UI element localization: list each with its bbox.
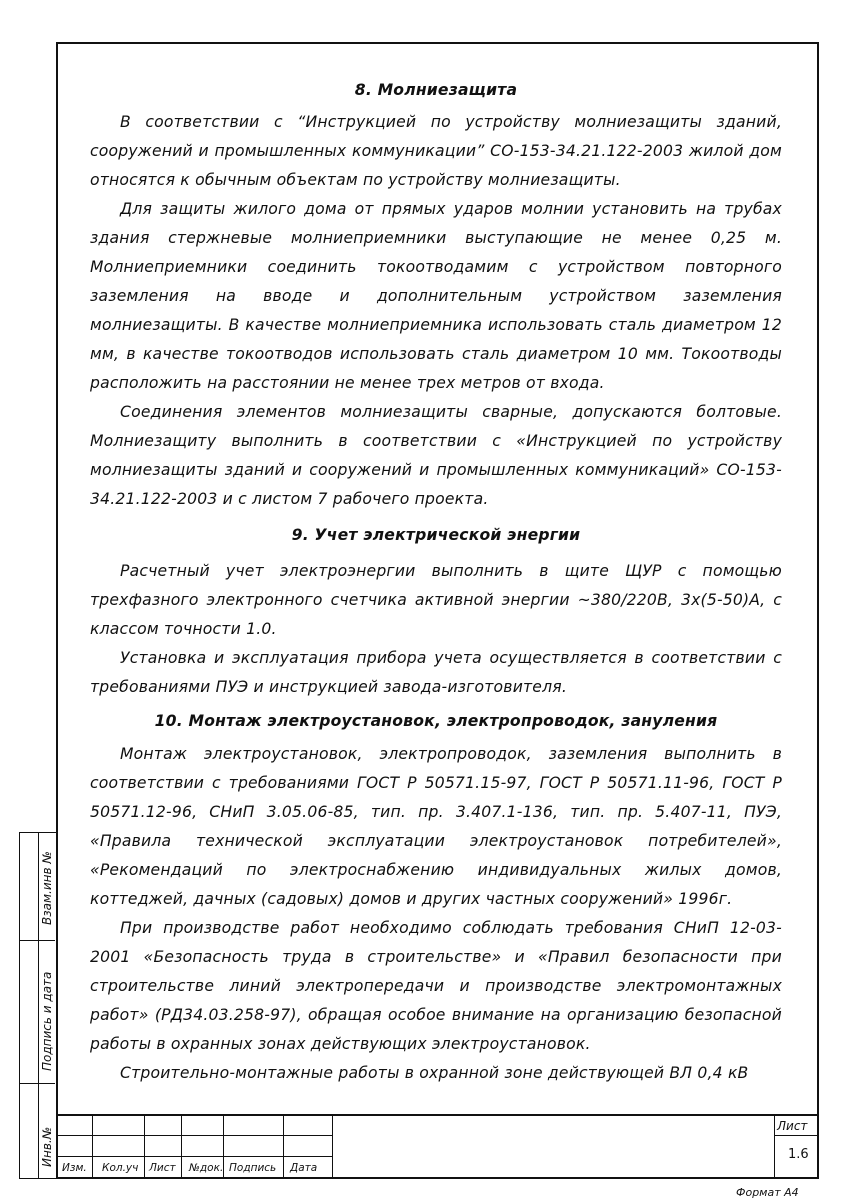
paragraph: Расчетный учет электроэнергии выполнить в щите ЩУР с помощью трехфазного электронного счетчика активной энергии ~380/220В, 3х(5-50)А, с классом точности 1.0. (90, 562, 782, 638)
header-doc-number: №док. (189, 1162, 224, 1174)
header-date: Дата (290, 1162, 318, 1174)
sheet-label: Лист (777, 1119, 808, 1133)
paragraph: Соединения элементов молниезащиты сварные, допускаются болтовые. Молниезащиту выполнить в соответствии с «Инструкцией по устройству молниезащиты зданий и сооружений и промышленных коммуникаций» СО-153-34.21.122-2003 и с листом 7 рабочего проекта. (90, 403, 782, 508)
section-title-metering: 9. Учет электрической энергии (291, 526, 581, 544)
paragraph: Строительно-монтажные работы в охранной зоне действующей ВЛ 0,4 кВ (120, 1064, 749, 1082)
paragraph: При производстве работ необходимо соблюдать требования СНиП 12-03-2001 «Безопасность труда в строительстве» и «Правил безопасности при строительстве линий электропередачи и производстве электромонтажных работ» (РД34.03.258-97), обращая особое внимание на организацию безопасной работы в охранных зонах действующих электроустановок. (90, 919, 782, 1053)
header-list: Лист (149, 1162, 176, 1174)
document-body (90, 76, 782, 1088)
section-title-installation: 10. Монтаж электроустановок, электропроводок, зануления (154, 712, 718, 730)
title-block (58, 1114, 818, 1177)
section-title-lightning: 8. Молниезащита (354, 81, 518, 99)
paragraph: Монтаж электроустановок, электропроводок, заземления выполнить в соответствии с требованиями ГОСТ Р 50571.15-97, ГОСТ Р 50571.11-96, ГОСТ Р 50571.12-96, СНиП 3.05.06-85, тип. пр. 3.407.1-136, тип. пр. 5.407-11, ПУЭ, «Правила технической эксплуатации электроустановок потребителей», «Рекомендаций по электроснабжению индивидуальных жилых домов, коттеджей, дачных (садовых) домов и других частных сооружений» 1996г. (90, 745, 782, 908)
header-izm: Изм. (62, 1162, 87, 1174)
label-interchange: Взам.инв № (40, 851, 54, 925)
header-signature: Подпись (229, 1162, 277, 1174)
label-inventory: Инв.№ (40, 1126, 54, 1167)
label-signature-date: Подпись и дата (40, 971, 54, 1071)
format-label: Формат А4 (736, 1186, 799, 1199)
header-kol-uch: Кол.уч (102, 1162, 139, 1174)
side-stamp (19, 832, 56, 1179)
paragraph: Установка и эксплуатация прибора учета осуществляется в соответствии с требованиями ПУЭ и инструкцией завода-изготовителя. (90, 649, 782, 696)
paragraph: Для защиты жилого дома от прямых ударов молнии установить на трубах здания стержневые молниеприемники выступающие не менее 0,25 м. Молниеприемники соединить токоотводамим с устройством повторного заземления на вводе и дополнительным устройством заземления молниезащиты. В качестве молниеприемника использовать сталь диаметром 12 мм, в качестве токоотводов использовать сталь диаметром 10 мм. Токоотводы расположить на расстоянии не менее трех метров от входа. (90, 200, 782, 392)
sheet-number: 1.6 (788, 1147, 809, 1162)
paragraph: В соответствии с “Инструкцией по устройству молниезащиты зданий, сооружений и промышленных коммуникации” СО-153-34.21.122-2003 жилой дом относятся к обычным объектам по устройству молниезащиты. (90, 113, 782, 189)
